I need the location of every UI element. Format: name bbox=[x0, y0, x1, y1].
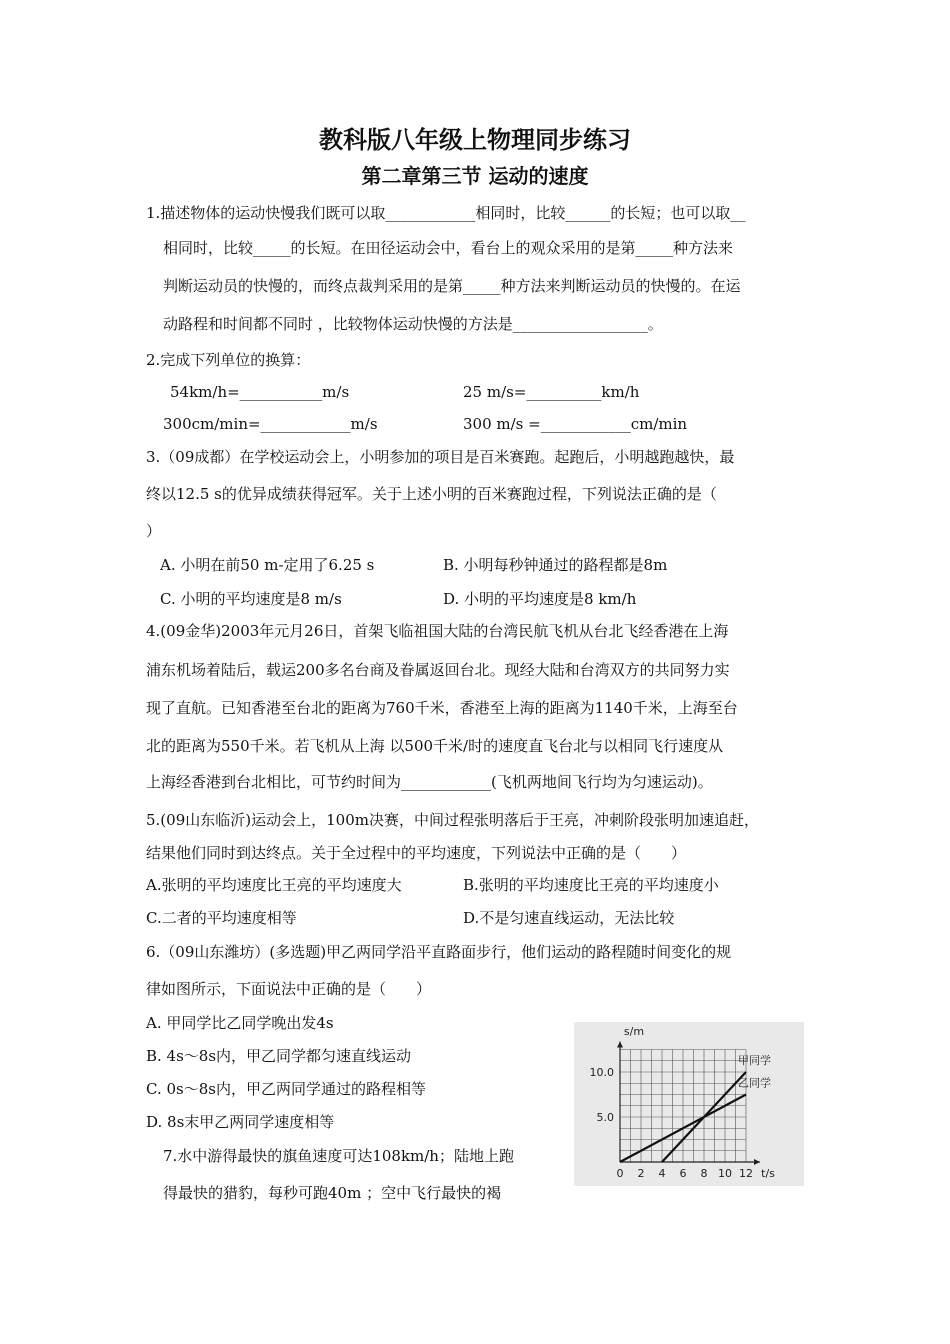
q7-line-2: 得最快的猎豹，每秒可跑40m ；空中飞行最快的褐 bbox=[163, 1184, 502, 1202]
q4-line-4: 北的距离为550千米。若飞机从上海 以500千米/时的速度直飞台北与以相同飞行速度从 bbox=[146, 737, 724, 755]
q2-heading: 2.完成下列单位的换算： bbox=[146, 351, 311, 369]
q3-line-2: 终以12.5 s的优异成绩获得冠军。关于上述小明的百米赛跑过程，下列说法正确的是（ bbox=[146, 485, 717, 503]
q2-item-4: 300 m/s =____________cm/min bbox=[463, 415, 688, 433]
q4-line-3: 现了直航。已知香港至台北的距离为760千米，香港至上海的距离为1140千米，上海至台 bbox=[146, 699, 738, 717]
x-tick-label: 6 bbox=[679, 1167, 687, 1180]
q4-line-2: 浦东机场着陆后，载运200多名台商及眷属返回台北。现经大陆和台湾双方的共同努力实 bbox=[146, 661, 730, 679]
x-tick-label: 8 bbox=[700, 1167, 708, 1180]
x-axis-label: t/s bbox=[761, 1167, 775, 1180]
q5-option-c: C.二者的平均速度相等 bbox=[146, 909, 297, 927]
y-axis-arrow bbox=[617, 1042, 623, 1048]
distance-time-chart bbox=[574, 1022, 804, 1186]
q6-option-a: A. 甲同学比乙同学晚出发4s bbox=[146, 1014, 334, 1032]
x-tick-label: 2 bbox=[637, 1167, 645, 1180]
q6-line-1: 6.（09山东潍坊）(多选题)甲乙两同学沿平直路面步行，他们运动的路程随时间变化的规 bbox=[146, 943, 732, 961]
q7-line-1: 7.水中游得最快的旗鱼速度可达108km/h；陆地上跑 bbox=[163, 1147, 514, 1165]
q5-line-1: 5.(09山东临沂)运动会上，100m决赛，中间过程张明落后于王亮，冲刺阶段张明加速追赶， bbox=[146, 811, 759, 829]
q4-line-1: 4.(09金华)2003年元月26日，首架飞临祖国大陆的台湾民航飞机从台北飞经香港在上海 bbox=[146, 622, 729, 640]
q3-option-d: D. 小明的平均速度是8 km/h bbox=[443, 590, 637, 608]
q3-option-b: B. 小明每秒钟通过的路程都是8m bbox=[443, 556, 668, 574]
y-axis-label: s/m bbox=[623, 1025, 645, 1038]
page-title: 教科版八年级上物理同步练习 bbox=[319, 126, 631, 154]
q1-line-2: 相同时，比较_____的长短。在田径运动会中，看台上的观众采用的是第_____种方法来 bbox=[163, 239, 734, 257]
q5-option-a: A.张明的平均速度比王亮的平均速度大 bbox=[146, 876, 402, 894]
q1-line-4: 动路程和时间都不同时 ，比较物体运动快慢的方法是__________________。 bbox=[163, 315, 663, 333]
q4-line-5: 上海经香港到台北相比，可节约时间为____________(飞机两地间飞行均为匀速运动)。 bbox=[146, 773, 713, 791]
q6-option-c: C. 0s～8s内，甲乙两同学通过的路程相等 bbox=[146, 1080, 426, 1098]
series-label: 甲同学 bbox=[738, 1054, 771, 1067]
x-axis-arrow bbox=[754, 1159, 760, 1165]
q2-item-2: 25 m/s=__________km/h bbox=[463, 383, 640, 401]
q1-line-3: 判断运动员的快慢的，而终点裁判采用的是第_____种方法来判断运动员的快慢的。在运 bbox=[163, 277, 741, 295]
x-tick-label: 12 bbox=[739, 1167, 753, 1180]
series-label: 乙同学 bbox=[738, 1076, 771, 1090]
page-subtitle: 第二章第三节 运动的速度 bbox=[361, 164, 589, 188]
y-tick-label: 5.0 bbox=[596, 1111, 614, 1124]
q5-option-b: B.张明的平均速度比王亮的平均速度小 bbox=[463, 876, 719, 894]
q2-item-1: 54km/h=___________m/s bbox=[170, 383, 350, 401]
q2-item-3: 300cm/min=____________m/s bbox=[163, 415, 378, 433]
x-tick-label: 0 bbox=[616, 1167, 624, 1180]
q3-option-c: C. 小明的平均速度是8 m/s bbox=[160, 590, 342, 608]
q5-option-d: D.不是匀速直线运动，无法比较 bbox=[463, 909, 675, 927]
q5-line-2: 结果他们同时到达终点。关于全过程中的平均速度，下列说法中正确的是（ ） bbox=[146, 844, 687, 862]
q3-option-a: A. 小明在前50 m-定用了6.25 s bbox=[160, 556, 375, 574]
x-tick-label: 4 bbox=[658, 1167, 666, 1180]
x-tick-label: 10 bbox=[718, 1167, 732, 1180]
q6-line-2: 律如图所示，下面说法中正确的是（ ） bbox=[146, 980, 432, 998]
q3-line-3: ） bbox=[146, 522, 162, 540]
chart-svg bbox=[574, 1022, 804, 1186]
y-tick-label: 10.0 bbox=[589, 1066, 614, 1079]
q1-line-1: 1.描述物体的运动快慢我们既可以取____________相同时，比较______的长短；也可以取__ bbox=[146, 204, 746, 222]
q6-option-d: D. 8s末甲乙两同学速度相等 bbox=[146, 1113, 335, 1131]
q6-option-b: B. 4s～8s内，甲乙同学都匀速直线运动 bbox=[146, 1047, 412, 1065]
q3-line-1: 3.（09成都）在学校运动会上，小明参加的项目是百米赛跑。起跑后，小明越跑越快，最 bbox=[146, 448, 735, 466]
